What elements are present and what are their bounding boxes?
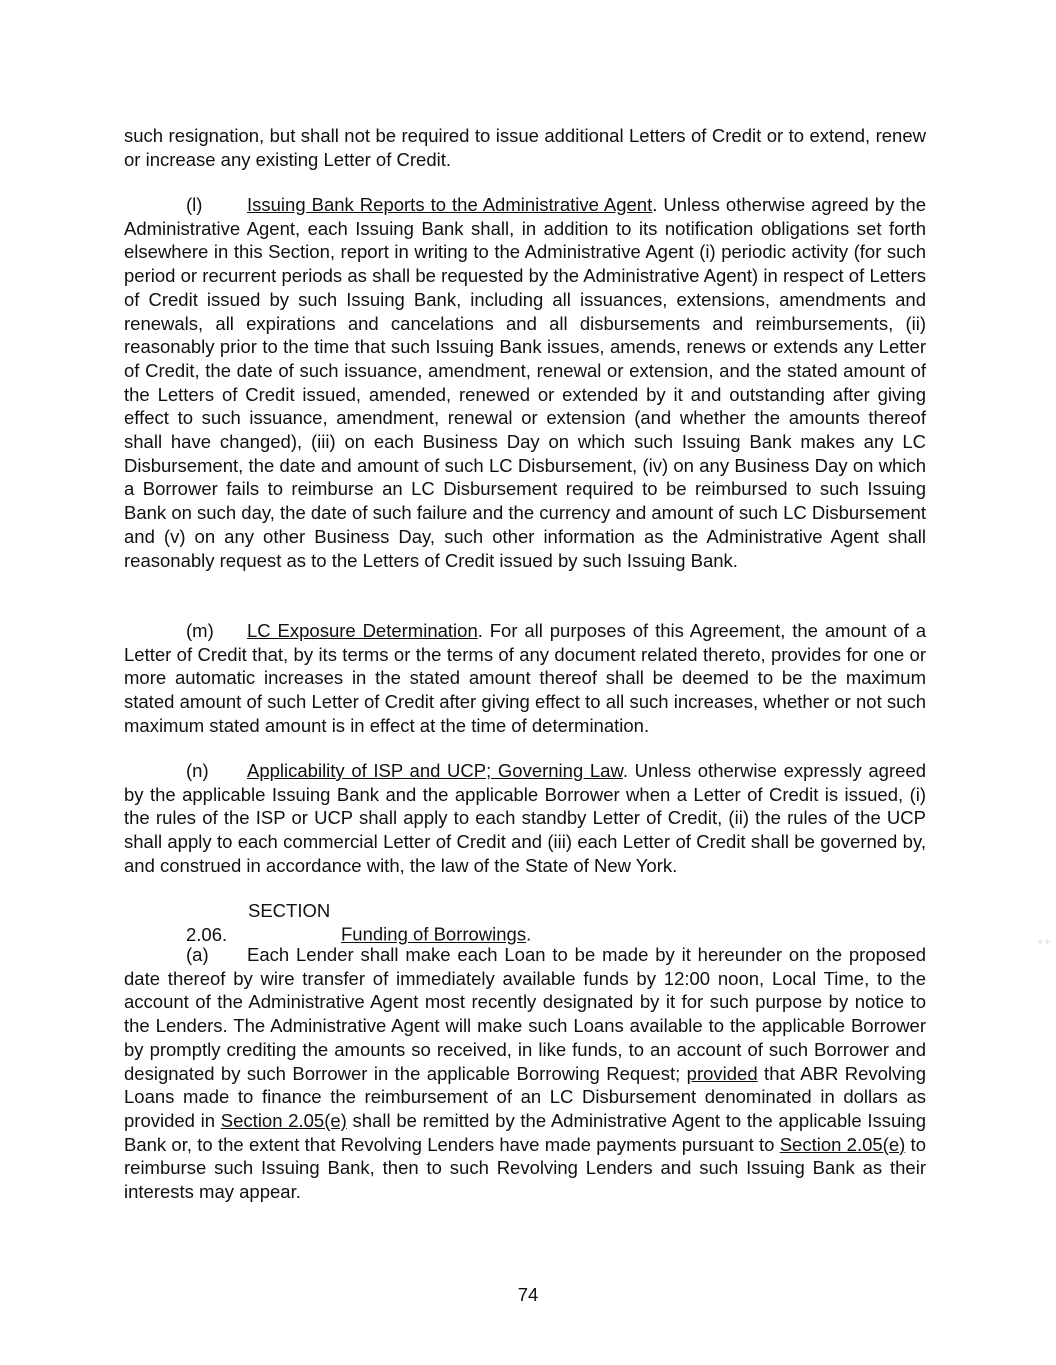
paragraph-n bbox=[124, 759, 926, 878]
paragraph-heading: Issuing Bank Reports to the Administrative Agent bbox=[247, 194, 653, 215]
paragraph-label: (m) bbox=[186, 620, 214, 641]
paragraph-continuation: such resignation, but shall not be required to issue additional Letters of Credit or to extend, renew or increase any existing Letter of Credit. bbox=[124, 125, 926, 170]
section-title: Funding of Borrowings bbox=[341, 923, 527, 945]
paragraph-label: (n) bbox=[186, 760, 209, 781]
section-reference: Section 2.05(e) bbox=[220, 1109, 347, 1131]
paragraph-body: . Unless otherwise expressly agreed by the applicable Issuing Bank and the applicable Borrower when a Letter of Credit is issued, (i) the rules of the ISP or UCP shall apply to each standby Letter of Credit, (ii) the rules of the UCP shall apply to each commercial Letter of Credit and (iii) each Letter of Credit shall be governed by, and construed in accordance with, the law of the State of New York. bbox=[124, 760, 926, 876]
paragraph-label: (l) bbox=[186, 194, 203, 215]
section-heading: SECTION 2.06. Funding of Borrowings. bbox=[186, 900, 532, 945]
paragraph-l bbox=[124, 193, 926, 572]
paragraph-body: . For all purposes of this Agreement, the amount of a Letter of Credit that, by its terms or the terms of any document related thereto, provides for one or more automatic increases in the stated amount thereof shall be deemed to be the maximum stated amount of such Letter of Credit after giving effect to all such increases, whether or not such maximum stated amount is in effect at the time of determination. bbox=[124, 620, 927, 736]
section-reference: Section 2.05(e) bbox=[779, 1133, 906, 1155]
provided-term: provided bbox=[686, 1062, 758, 1084]
section-label: SECTION 2.06. bbox=[186, 900, 331, 945]
paragraph-heading: LC Exposure Determination bbox=[247, 620, 478, 641]
page-number: 74 bbox=[517, 1284, 539, 1305]
paragraph-body: . Unless otherwise agreed by the Administrative Agent, each Issuing Bank shall, in addition to its notification obligations set forth elsewhere in this Section, report in writing to the Administrative Agent (i) periodic activity (for such period or recurrent periods as shall be requested by the Administrative Agent) in respect of Letters of Credit issued by such Issuing Bank, including all issuances, extensions, amendments and renewals, all expirations and cancelations and all disbursements and reimbursements, (ii) reasonably prior to the time that such Issuing Bank issues, amends, renews or extends any Letter of Credit, the date of such issuance, amendment, renewal or extension, and the stated amount of the Letters of Credit issued, amended, renewed or extended by it and outstanding after giving effect to such issuance, amendment, renewal or extension (and whether the amounts thereof shall have changed), (iii) on each Business Day on which such Issuing Bank makes any LC Disbursement, the date and amount of such LC Disbursement, (iv) on any Business Day on which a Borrower fails to reimburse an LC Disbursement required to be reimbursed to such Issuing Bank on such day, the date of such failure and the currency and amount of such LC Disbursement and (v) on any other Business Day, such other information as the Administrative Agent shall reasonably request as to the Letters of Credit issued by such Issuing Bank. bbox=[124, 194, 926, 571]
paragraph-m bbox=[124, 619, 926, 738]
paragraph-heading: Applicability of ISP and UCP; Governing Law bbox=[247, 760, 623, 781]
paragraph-label: (a) bbox=[186, 944, 209, 965]
paragraph-a: (a) Each Lender shall make each Loan to be made by it hereunder on the proposed date thereof by wire transfer of immediately available funds by 12:00 noon, Local Time, to the account of the Administrative Agent most recently designated by it for such purpose by notice to the Lenders. The Administrative Agent will make such Loans available to the applicable Borrower by promptly crediting the amounts so received, in like funds, to an account of such Borrower and designated by such Borrower in the applicable Borrowing Request; provided that ABR Revolving Loans made to finance the reimbursement of an LC Disbursement denominated in dollars as provided in Section 2.05(e) shall be remitted by the Administrative Agent to the applicable Issuing Bank or, to the extent that Revolving Lenders have made payments pursuant to Section 2.05(e) to reimburse such Issuing Bank, then to such Revolving Lenders and such Issuing Bank as their interests may appear. bbox=[124, 944, 926, 1203]
margin-mark: ÷ ÷ bbox=[1037, 937, 1050, 947]
